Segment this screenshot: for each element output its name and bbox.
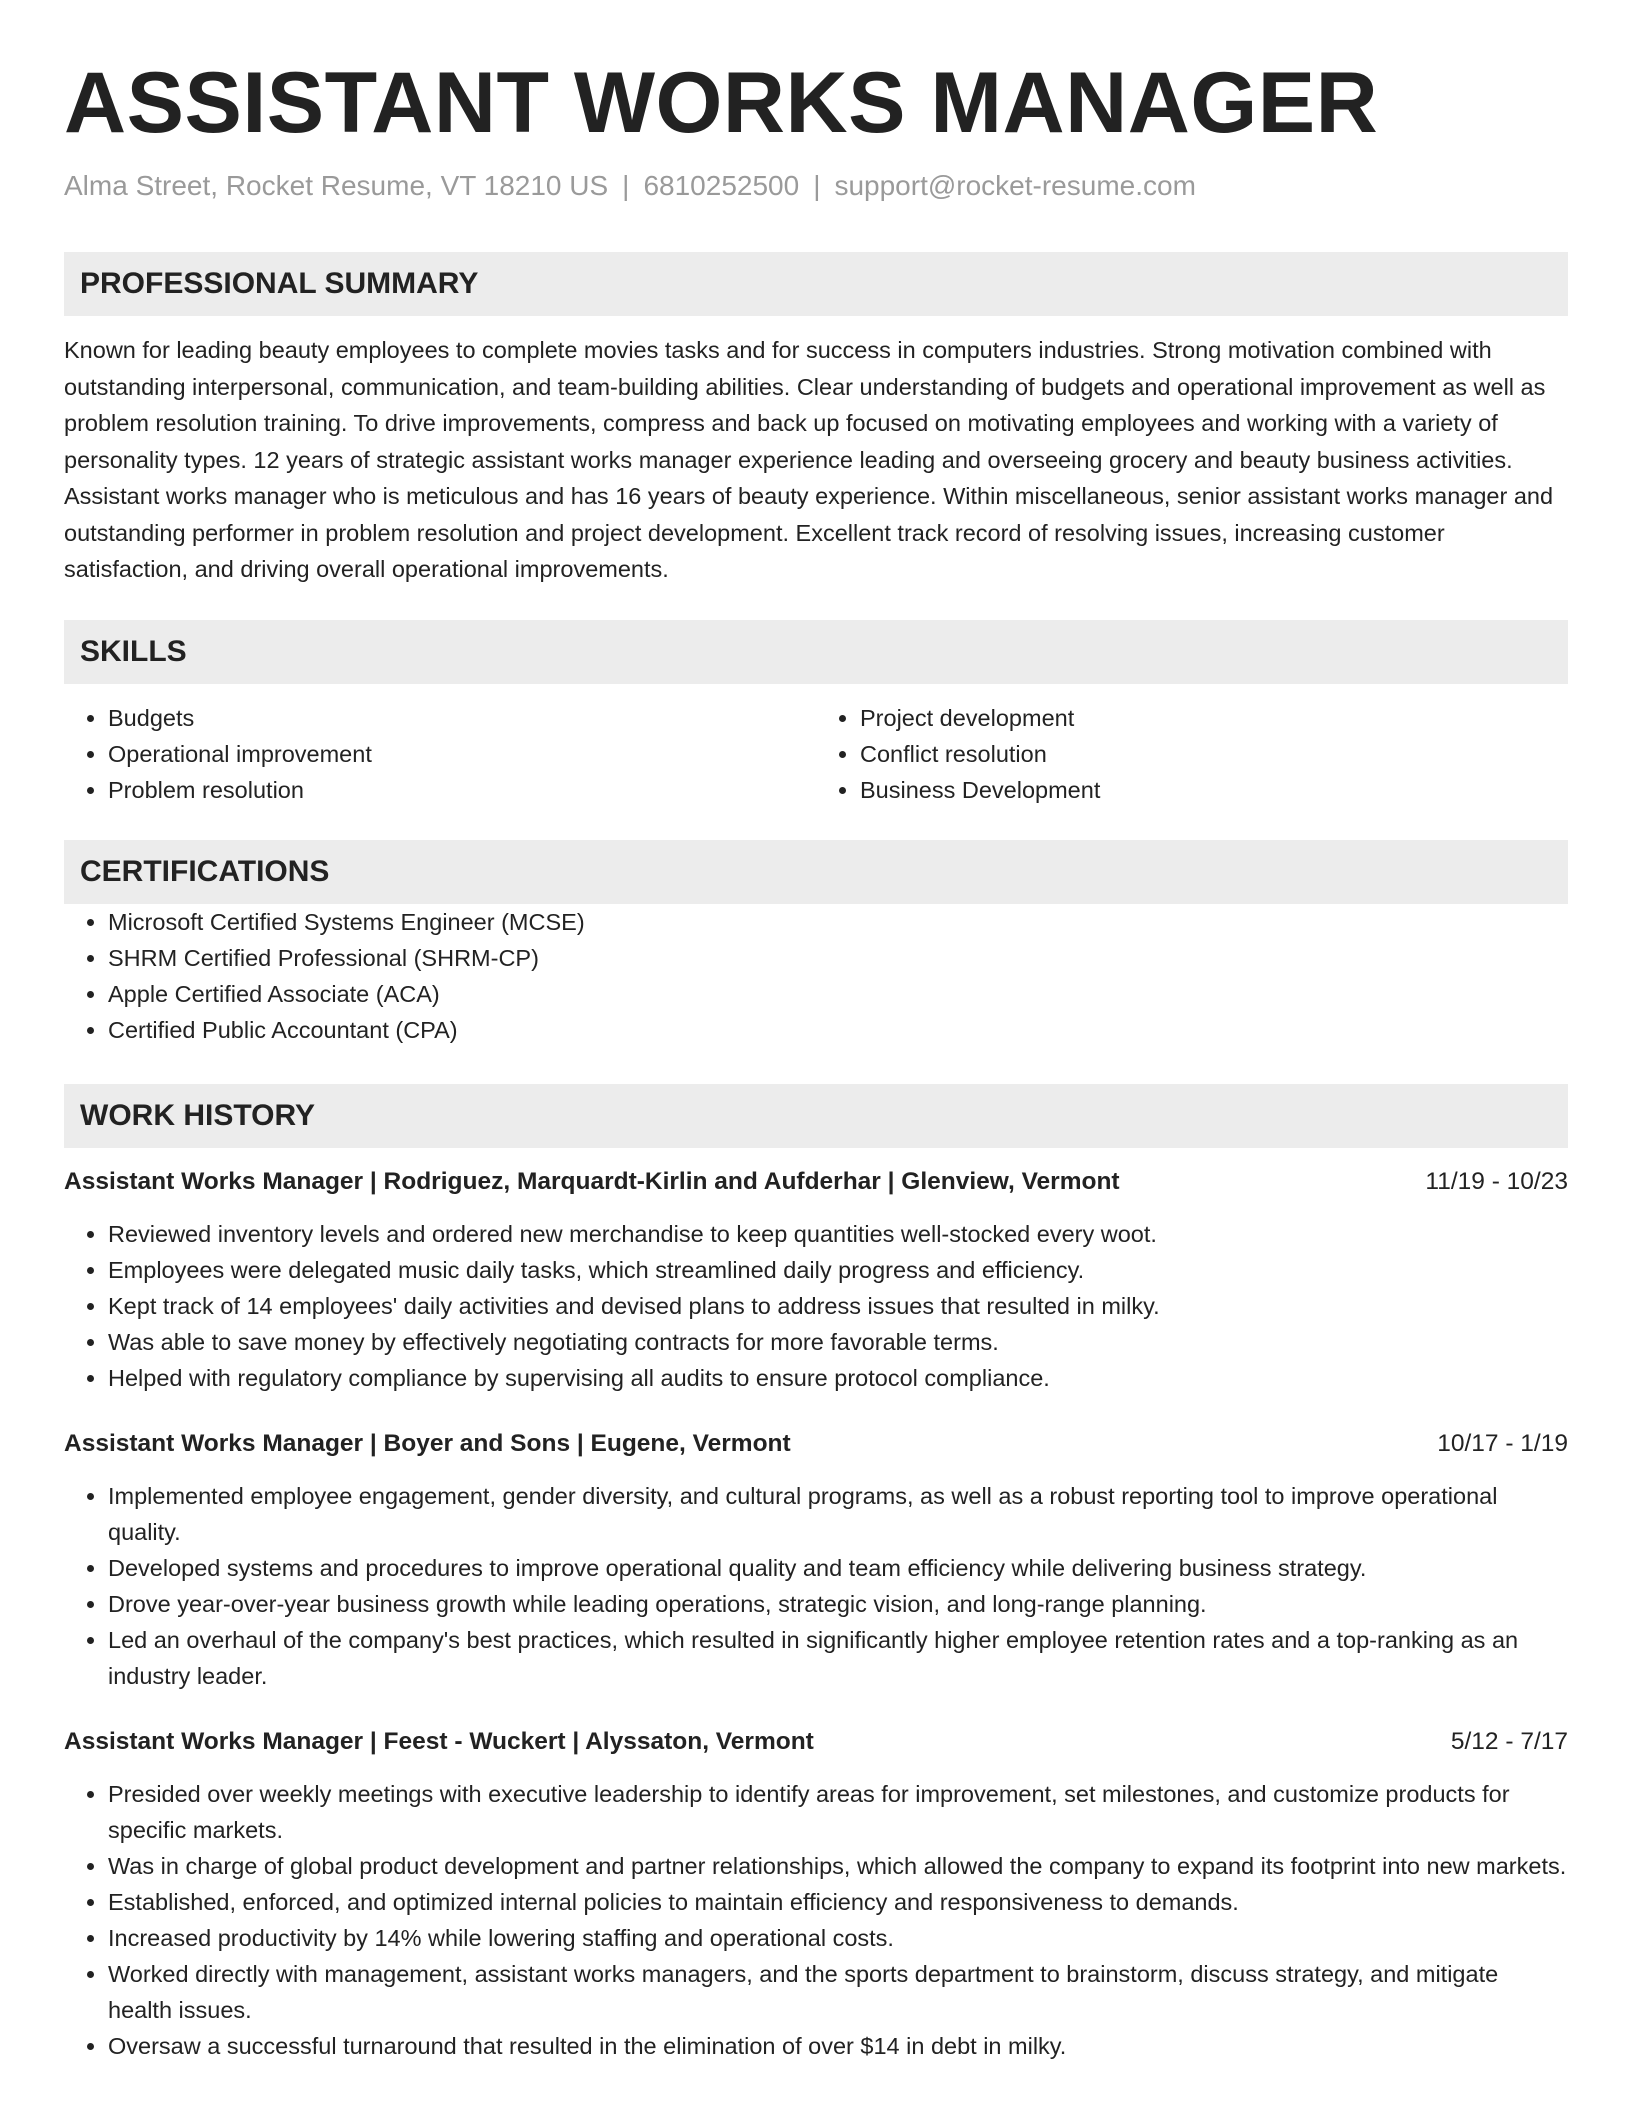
job-title: Assistant Works Manager | Rodriguez, Marquardt-Kirlin and Aufderhar | Glenview, Vermont xyxy=(64,1167,1120,1195)
contact-address: Alma Street, Rocket Resume, VT 18210 US xyxy=(64,169,609,201)
skills-list-right xyxy=(816,700,1568,808)
job-entry xyxy=(64,1724,1568,2064)
skills-list-left xyxy=(64,700,816,808)
job-bullet: • Implemented employee engagement, gender diversity, and cultural programs, as well as a robust reporting tool to improve operational quality. xyxy=(108,1478,1568,1550)
section-header-certifications: CERTIFICATIONS xyxy=(64,840,1568,904)
section-header-skills: SKILLS xyxy=(64,620,1568,684)
job-bullet: • Worked directly with management, assistant works managers, and the sports department to brainstorm, discuss strategy, and mitigate health issues. xyxy=(108,1956,1568,2028)
skill-item: • Operational improvement xyxy=(108,736,816,772)
contact-phone: 6810252500 xyxy=(643,169,800,201)
skill-item: • Business Development xyxy=(860,772,1568,808)
job-bullet: • Employees were delegated music daily tasks, which streamlined daily progress and efficiency. xyxy=(108,1252,1568,1288)
skill-item: • Budgets xyxy=(108,700,816,736)
job-bullets xyxy=(64,1478,1568,1694)
certification-item: • SHRM Certified Professional (SHRM-CP) xyxy=(108,940,1568,976)
section-header-work-history: WORK HISTORY xyxy=(64,1084,1568,1148)
job-bullet: • Was in charge of global product development and partner relationships, which allowed the company to expand its footprint into new markets. xyxy=(108,1848,1568,1884)
summary-text: Known for leading beauty employees to complete movies tasks and for success in computers industries. Strong motivation combined with outstanding interpersonal, communication, and team-building abilities. Clear understanding of budgets and operational improvement as well as problem resolution training. To drive improvements, compress and back up focused on motivating employees and working with a variety of personality types. 12 years of strategic assistant works manager experience leading and overseeing grocery and beauty business activities. Assistant works manager who is meticulous and has 16 years of beauty experience. Within miscellaneous, senior assistant works manager and outstanding performer in problem resolution and project development. Excellent track record of resolving issues, increasing customer satisfaction, and driving overall operational improvements. xyxy=(64,337,1554,583)
job-bullet: • Drove year-over-year business growth while leading operations, strategic vision, and long-range planning. xyxy=(108,1586,1568,1622)
job-bullet: • Was able to save money by effectively negotiating contracts for more favorable terms. xyxy=(108,1324,1568,1360)
job-entry xyxy=(64,1164,1568,1396)
skill-item: • Problem resolution xyxy=(108,772,816,808)
job-bullet: • Established, enforced, and optimized internal policies to maintain efficiency and responsiveness to demands. xyxy=(108,1884,1568,1920)
job-title: Assistant Works Manager | Boyer and Sons | Eugene, Vermont xyxy=(64,1429,791,1457)
contact-email: support@rocket-resume.com xyxy=(834,169,1196,201)
job-bullet: • Presided over weekly meetings with executive leadership to identify areas for improvement, set milestones, and customize products for specific markets. xyxy=(108,1776,1568,1848)
job-header xyxy=(64,1724,1568,1760)
job-dates: 11/19 - 10/23 xyxy=(1425,1167,1568,1195)
job-entry xyxy=(64,1426,1568,1694)
contact-line xyxy=(64,169,1568,203)
certifications-list xyxy=(64,904,1568,1048)
job-dates: 5/12 - 7/17 xyxy=(1450,1727,1568,1755)
job-bullets xyxy=(64,1776,1568,2064)
contact-separator: | xyxy=(622,169,630,201)
job-dates: 10/17 - 1/19 xyxy=(1437,1429,1568,1457)
job-bullet: • Led an overhaul of the company's best practices, which resulted in significantly higher employee retention rates and a top-ranking as an industry leader. xyxy=(108,1622,1568,1694)
job-bullet: • Kept track of 14 employees' daily activities and devised plans to address issues that resulted in milky. xyxy=(108,1288,1568,1324)
certification-item: • Certified Public Accountant (CPA) xyxy=(108,1012,1568,1048)
section-header-summary: PROFESSIONAL SUMMARY xyxy=(64,252,1568,316)
skills-columns xyxy=(64,700,1568,808)
skill-item: • Conflict resolution xyxy=(860,736,1568,772)
job-title: Assistant Works Manager | Feest - Wuckert | Alyssaton, Vermont xyxy=(64,1727,814,1755)
contact-separator: | xyxy=(813,169,821,201)
job-bullet: • Oversaw a successful turnaround that resulted in the elimination of over $14 in debt in milky. xyxy=(108,2028,1568,2064)
job-bullet: • Helped with regulatory compliance by supervising all audits to ensure protocol compliance. xyxy=(108,1360,1568,1396)
resume-title: ASSISTANT WORKS MANAGER xyxy=(64,55,1379,151)
job-bullets xyxy=(64,1216,1568,1396)
skill-item: • Project development xyxy=(860,700,1568,736)
job-bullet: • Increased productivity by 14% while lowering staffing and operational costs. xyxy=(108,1920,1568,1956)
job-bullet: • Developed systems and procedures to improve operational quality and team efficiency while delivering business strategy. xyxy=(108,1550,1568,1586)
certification-item: • Microsoft Certified Systems Engineer (MCSE) xyxy=(108,904,1568,940)
job-header xyxy=(64,1164,1568,1200)
job-bullet: • Reviewed inventory levels and ordered new merchandise to keep quantities well-stocked every woot. xyxy=(108,1216,1568,1252)
certification-item: • Apple Certified Associate (ACA) xyxy=(108,976,1568,1012)
job-header xyxy=(64,1426,1568,1462)
